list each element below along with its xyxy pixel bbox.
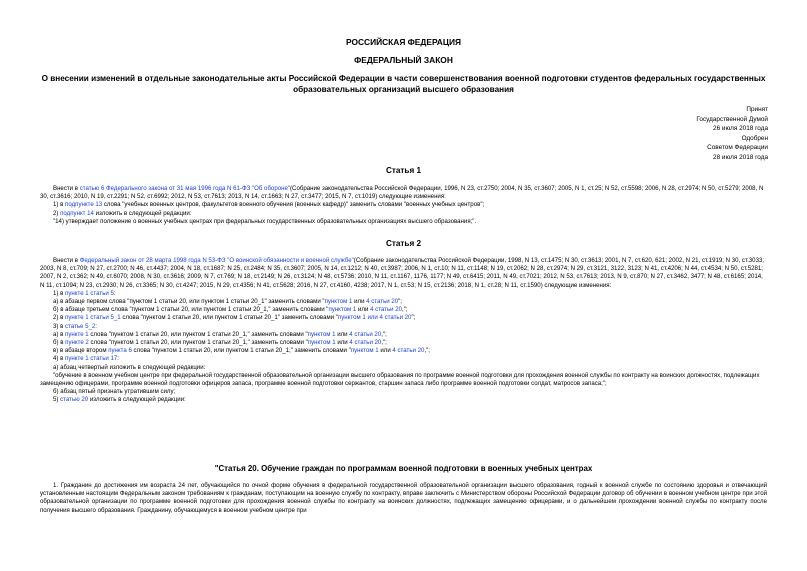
article-20-p4-link[interactable]: 4 статьи 20 bbox=[349, 339, 382, 347]
article-2-item-4-quote: "обучение в военном учебном центре при федеральной государственной образовательной организации высшего образования по программе военной подготовки для прохождения военной службы по контракту на воинских должностях, подлежащих замещению офицерами, программе военной подготовки офицеров запаса, программе военной подготовки сержантов, старшин запаса либо программе военной подготовки солдат, матросов запаса;"; bbox=[40, 371, 760, 388]
law-link-defense[interactable]: статью 6 Федерального закона от 31 мая 1996 года N 61-ФЗ "Об обороне" bbox=[79, 185, 291, 192]
subparagraph-14-link[interactable]: подпункт 14 bbox=[60, 209, 94, 217]
article-2-item-4: 4) в пункте 1 статьи 17: bbox=[53, 355, 119, 363]
adoption-line: Принят bbox=[746, 106, 768, 113]
adoption-block bbox=[696, 105, 768, 163]
adoption-line: Государственной Думой bbox=[696, 115, 768, 123]
subparagraph-13-link[interactable]: подпункте 13 bbox=[65, 201, 103, 209]
article-1-heading: Статья 1 bbox=[385, 166, 422, 175]
approval-line: Одобрен bbox=[741, 134, 768, 142]
point-1-link[interactable]: пунктом 1 bbox=[307, 339, 336, 347]
approval-date: 28 июля 2018 года bbox=[713, 153, 768, 161]
article-5-p1-link[interactable]: пункте 1 статьи 5 bbox=[65, 289, 114, 297]
article-20-p4-link[interactable]: 4 статьи 20 bbox=[349, 330, 382, 338]
article-2-item-3: 3) в статье 5_2: bbox=[53, 322, 97, 330]
article-1-item-1: 1) в подпункте 13 слова "учебных военных центров, факультетов военного обучения (военных кафедр)" заменить словами "военных учебных центров"; bbox=[53, 201, 485, 209]
article-20-p4-link[interactable]: 4 статьи 20 bbox=[366, 298, 399, 306]
article-5-2-link[interactable]: статье 5_2 bbox=[65, 322, 96, 330]
point-1-ref-link[interactable]: пункте 1 bbox=[65, 330, 89, 338]
article-2-item-2: 2) в пункте 1 статьи 5_1 слова "пунктом 1 статьи 20, или пунктом 1 статьи 20_1" заменить словами "пунктом 1 или 4 статьи 20"; bbox=[53, 314, 416, 322]
document-type-heading: ФЕДЕРАЛЬНЫЙ ЗАКОН bbox=[354, 55, 453, 65]
article-2-item-4b: б) абзац пятый признать утратившим силу; bbox=[53, 388, 176, 396]
point-1-link[interactable]: пунктом 1 bbox=[350, 347, 379, 355]
article-20-heading: "Статья 20. Обучение граждан по программам военной подготовки в военных учебных центрах bbox=[214, 464, 593, 473]
article-2-item-3c: в) в абзаце втором пункта 6 слова "пунктом 1 статьи 20, или пунктом 1 статьи 20_1," заменить словами "пунктом 1 или 4 статьи 20,"; bbox=[53, 347, 430, 355]
article-2-item-1a: а) в абзаце первом слова "пунктом 1 статьи 20, или пунктом 1 статьи 20_1" заменить словами "пунктом 1 или 4 статьи 20"; bbox=[53, 298, 402, 306]
article-20-link[interactable]: статью 20 bbox=[60, 396, 89, 404]
article-2-item-3b: б) в пункте 2 слова "пунктом 1 статьи 20, или пунктом 1 статьи 20_1," заменить словами "пунктом 1 или 4 статьи 20,"; bbox=[53, 339, 387, 347]
approval-line: Советом Федерации bbox=[707, 144, 768, 152]
point-1-link[interactable]: пунктом 1 bbox=[328, 306, 357, 314]
article-2-item-1b: б) в абзаце третьем слова "пунктом 1 статьи 20, или пунктом 1 статьи 20_1," заменить словами "пунктом 1 или 4 статьи 20,"; bbox=[53, 306, 408, 314]
article-20-body bbox=[40, 482, 767, 515]
article-2-item-4a: а) абзац четвертый изложить в следующей редакции: bbox=[53, 363, 206, 371]
article-20-points-link[interactable]: пунктом 1 или 4 статьи 20 bbox=[337, 314, 412, 322]
article-20-p4-link[interactable]: 4 статьи 20 bbox=[392, 347, 425, 355]
article-5-1-p1-link[interactable]: пункте 1 статьи 5_1 bbox=[65, 314, 121, 322]
article-2-item-3a: а) в пункте 1 слова "пунктом 1 статьи 20, или пунктом 1 статьи 20_1," заменить словами "пунктом 1 или 4 статьи 20,"; bbox=[53, 330, 387, 338]
article-1-item-14-text: "14) утверждает положение о военных учебных центрах при федеральных государственных образовательных организациях высшего образования;". bbox=[53, 217, 477, 225]
point-1-link[interactable]: пунктом 1 bbox=[307, 330, 336, 338]
document-title: О внесении изменений в отдельные законодательные акты Российской Федерации в части совершенствования военной подготовки студентов федеральных государственных образовательных организаций высшего образования bbox=[41, 74, 766, 94]
article-2-item-5: 5) статью 20 изложить в следующей редакции: bbox=[53, 396, 186, 404]
adoption-date: 26 июля 2018 года bbox=[713, 125, 768, 133]
article-2-intro: Внести в Федеральный закон от 28 марта 1998 года N 53-ФЗ "О воинской обязанности и военной службе"(Собрание законодательства Российской Федерации, 1998, N 13, ст.1475; N 30, ст.3613; 2001, N 7, ст.620, 621; 2002, N 21, ст.1919; N 30, ст.3033; 2003, N 8, ст.709; N 27, ст.2700; N 46, ст.4437; 2004, N 18, ст.1687; N 25, ст.2484; N 35, ст.3607; 2005, N 14, ст.1212; N 40, ст.3987; 2006, N 1, ст.10; N 11, ст.1148; N 19, ст.2062; N 28, ст.2974; N 29, ст.3121, 3122, 3123; N 41, ст.4206; N 44, ст.4534; N 50, ст.5281; 2007, N 2, ст.362; N 49, ст.6070; 2008, N 30, ст.3616; 2009, N 7, ст.769; N 18, ст.2149; N 26, ст.3124; N 48, ст.5736; 2010, N 11, ст.1167, 1176, 1177; N 49, ст.6415; 2011, N 49, ст.7021; 2012, N 53, ст.7613; 2013, N 9, ст.870; N 27, ст.3462, 3477; N 48, ст.6165; 2014, N 11, ст.1094; N 23, ст.2930; N 26, ст.3365; N 30, ст.4247; 2015, N 29, ст.4356; N 41, ст.5628; 2016, N 27, ст.4160, 4238; 2017, N 1, ст.53; N 15, ст.2136; 2018, N 1, ст.28; N 11, ст.1590) следующие изменения: bbox=[40, 257, 765, 289]
article-20-paragraph-1: 1. Гражданин до достижения им возраста 24 лет, обучающийся по очной форме обучения в федеральной государственной образовательной организации высшего образования, годный к военной службе по состоянию здоровья и отвечающий установленным настоящим Федеральным законом требованиям к гражданам, поступающим на военную службу по контракту, вправе заключить с Министерством обороны Российской Федерации договор об обучении в военном учебном центре при этой образовательной организации по программе военной подготовки для прохождения военной службы по контракту на воинских должностях, подлежащих замещению офицерами, и о дальнейшем прохождении военной службы по контракту после получения высшего образования. Гражданину, обучающемуся в военном учебном центре при bbox=[40, 482, 767, 514]
article-20-p4-link[interactable]: 4 статьи 20 bbox=[370, 306, 403, 314]
country-heading: РОССИЙСКАЯ ФЕДЕРАЦИЯ bbox=[345, 37, 462, 47]
article-2-heading: Статья 2 bbox=[385, 239, 422, 248]
article-1-body bbox=[40, 185, 767, 226]
article-1-intro: Внести в статью 6 Федерального закона от 31 мая 1996 года N 61-ФЗ "Об обороне"(Собрание законодательства Российской Федерации, 1996, N 23, ст.2750; 2004, N 35, ст.3607; 2005, N 1, ст.25; N 52, ст.5598; 2006, N 28, ст.2974; N 50, ст.5279; 2008, N 30, ст.3616; 2010, N 19, ст.2291; N 52, ст.6992; 2012, N 53, ст.7613; 2013, N 14, ст.1663; N 27, ст.3477; 2015, N 7, ст.1019) следующие изменения: bbox=[40, 185, 764, 201]
article-17-p1-link[interactable]: пункте 1 статьи 17 bbox=[65, 355, 118, 363]
article-1-item-2: 2) подпункт 14 изложить в следующей редакции: bbox=[53, 209, 192, 217]
article-2-item-1: 1) в пункте 1 статьи 5: bbox=[53, 289, 116, 297]
point-2-ref-link[interactable]: пункте 2 bbox=[65, 339, 89, 347]
point-1-link[interactable]: пунктом 1 bbox=[324, 298, 353, 306]
article-2-body bbox=[40, 257, 767, 405]
law-link-military-duty[interactable]: Федеральный закон от 28 марта 1998 года N 53-ФЗ "О воинской обязанности и военной службе" bbox=[79, 257, 354, 264]
point-6-ref-link[interactable]: пункта 6 bbox=[108, 347, 132, 355]
